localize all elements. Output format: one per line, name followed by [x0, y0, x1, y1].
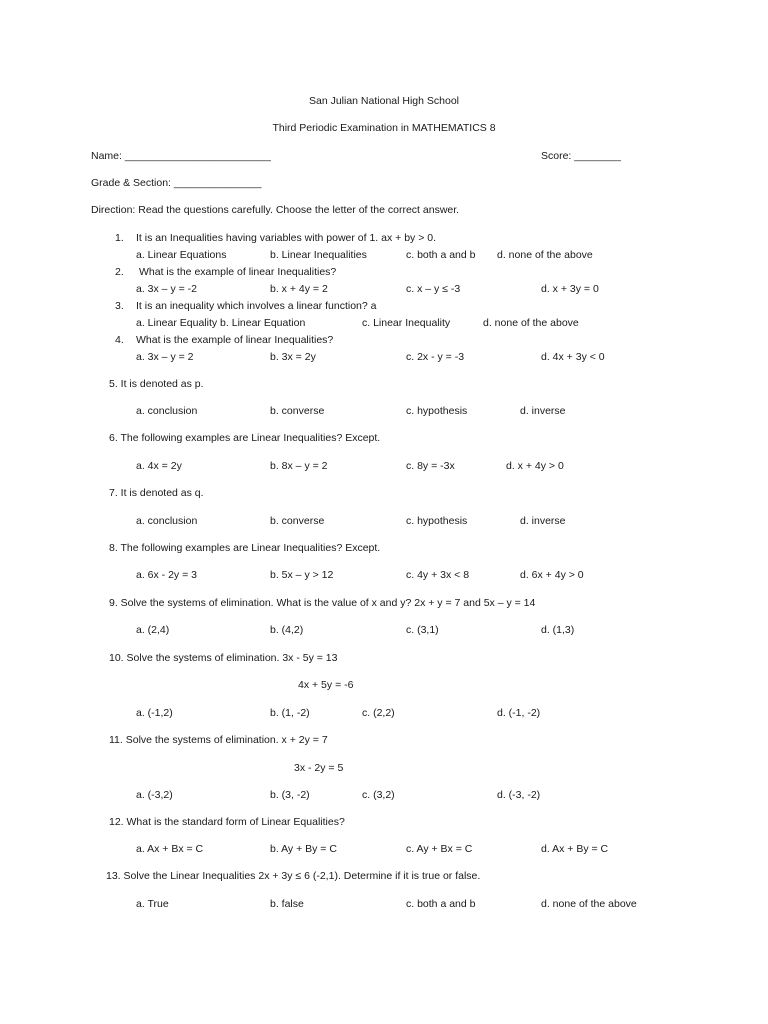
- choice-c: c. (3,2): [362, 789, 395, 801]
- choice-c: c. both a and b: [406, 249, 476, 261]
- choice-d: d. Ax + By = C: [541, 843, 609, 855]
- choice-d: d. x + 3y = 0: [541, 283, 599, 295]
- choice-d: d. none of the above: [541, 898, 637, 910]
- school-name: San Julian National High School: [308, 95, 459, 107]
- choice-c: c. x – y ≤ -3: [406, 283, 461, 295]
- choice-b: b. 8x – y = 2: [270, 460, 328, 472]
- choice-a: a. 3x – y = 2: [136, 351, 194, 363]
- choice-a: a. True: [136, 898, 169, 910]
- question-text: 9. Solve the systems of elimination. What is the value of x and y? 2x + y = 7 and 5x – y = 14: [109, 597, 536, 609]
- question-text: 12. What is the standard form of Linear Equalities?: [109, 816, 345, 828]
- choice-d: d. (-3, -2): [497, 789, 541, 801]
- question-number: 1.: [115, 232, 124, 244]
- name-field-label: Name: _________________________: [91, 150, 271, 162]
- choice-a: a. Ax + Bx = C: [136, 843, 204, 855]
- choice-d: d. none of the above: [483, 317, 579, 329]
- choice-a: a. (-3,2): [136, 789, 173, 801]
- choice-a-b: a. Linear Equality b. Linear Equation: [136, 317, 306, 329]
- choice-a: a. (-1,2): [136, 707, 173, 719]
- choice-b: b. x + 4y = 2: [270, 283, 328, 295]
- choice-c: c. Ay + Bx = C: [406, 843, 473, 855]
- question-text: It is an inequality which involves a linear function? a: [136, 300, 377, 312]
- choice-c: c. both a and b: [406, 898, 476, 910]
- choice-c: c. hypothesis: [406, 405, 468, 417]
- choice-d: d. (-1, -2): [497, 707, 541, 719]
- choice-c: c. 2x - y = -3: [406, 351, 465, 363]
- choice-a: a. 4x = 2y: [136, 460, 182, 472]
- choice-b: b. Ay + By = C: [270, 843, 337, 855]
- choice-c: c. Linear Inequality: [362, 317, 451, 329]
- question-text: 13. Solve the Linear Inequalities 2x + 3y ≤ 6 (-2,1). Determine if it is true or false.: [106, 870, 481, 882]
- exam-title: Third Periodic Examination in MATHEMATICS 8: [272, 122, 496, 134]
- choice-b: b. 5x – y > 12: [270, 569, 334, 581]
- choice-b: b. converse: [270, 405, 325, 417]
- choice-b: b. (4,2): [270, 624, 304, 636]
- choice-c: c. (2,2): [362, 707, 395, 719]
- question-text: 10. Solve the systems of elimination. 3x - 5y = 13: [109, 652, 338, 664]
- choice-a: a. conclusion: [136, 515, 198, 527]
- choice-d: d. (1,3): [541, 624, 575, 636]
- choice-b: b. converse: [270, 515, 325, 527]
- question-text: What is the example of linear Inequalities?: [139, 266, 337, 278]
- choice-c: c. hypothesis: [406, 515, 468, 527]
- choice-b: b. (3, -2): [270, 789, 310, 801]
- choice-d: d. inverse: [520, 405, 566, 417]
- choice-c: c. 8y = -3x: [406, 460, 455, 472]
- choice-a: a. Linear Equations: [136, 249, 227, 261]
- question-text: 7. It is denoted as q.: [109, 487, 204, 499]
- choice-b: b. Linear Inequalities: [270, 249, 367, 261]
- choice-d: d. none of the above: [497, 249, 593, 261]
- choice-d: d. 4x + 3y < 0: [541, 351, 605, 363]
- question-number: 4.: [115, 334, 124, 346]
- choice-a: a. conclusion: [136, 405, 198, 417]
- grade-section-label: Grade & Section: _______________: [91, 177, 262, 189]
- choice-c: c. (3,1): [406, 624, 439, 636]
- choice-b: b. (1, -2): [270, 707, 310, 719]
- equation-line: 3x - 2y = 5: [294, 762, 344, 774]
- direction-text: Direction: Read the questions carefully. Choose the letter of the correct answer.: [91, 204, 460, 216]
- choice-b: b. 3x = 2y: [270, 351, 316, 363]
- question-number: 3.: [115, 300, 124, 312]
- question-text: 8. The following examples are Linear Inequalities? Except.: [109, 542, 381, 554]
- choice-d: d. x + 4y > 0: [506, 460, 564, 472]
- question-text: 5. It is denoted as p.: [109, 378, 204, 390]
- question-text: What is the example of linear Inequalities?: [136, 334, 334, 346]
- choice-a: a. (2,4): [136, 624, 170, 636]
- choice-b: b. false: [270, 898, 304, 910]
- choice-a: a. 3x – y = -2: [136, 283, 197, 295]
- choice-a: a. 6x - 2y = 3: [136, 569, 197, 581]
- score-field-label: Score: ________: [541, 150, 621, 162]
- question-number: 2.: [115, 266, 124, 278]
- choice-d: d. inverse: [520, 515, 566, 527]
- equation-line: 4x + 5y = -6: [298, 679, 354, 691]
- question-text: 11. Solve the systems of elimination. x + 2y = 7: [109, 734, 328, 746]
- question-text: 6. The following examples are Linear Inequalities? Except.: [109, 432, 381, 444]
- question-text: It is an Inequalities having variables with power of 1. ax + by > 0.: [136, 232, 437, 244]
- choice-d: d. 6x + 4y > 0: [520, 569, 584, 581]
- choice-c: c. 4y + 3x < 8: [406, 569, 470, 581]
